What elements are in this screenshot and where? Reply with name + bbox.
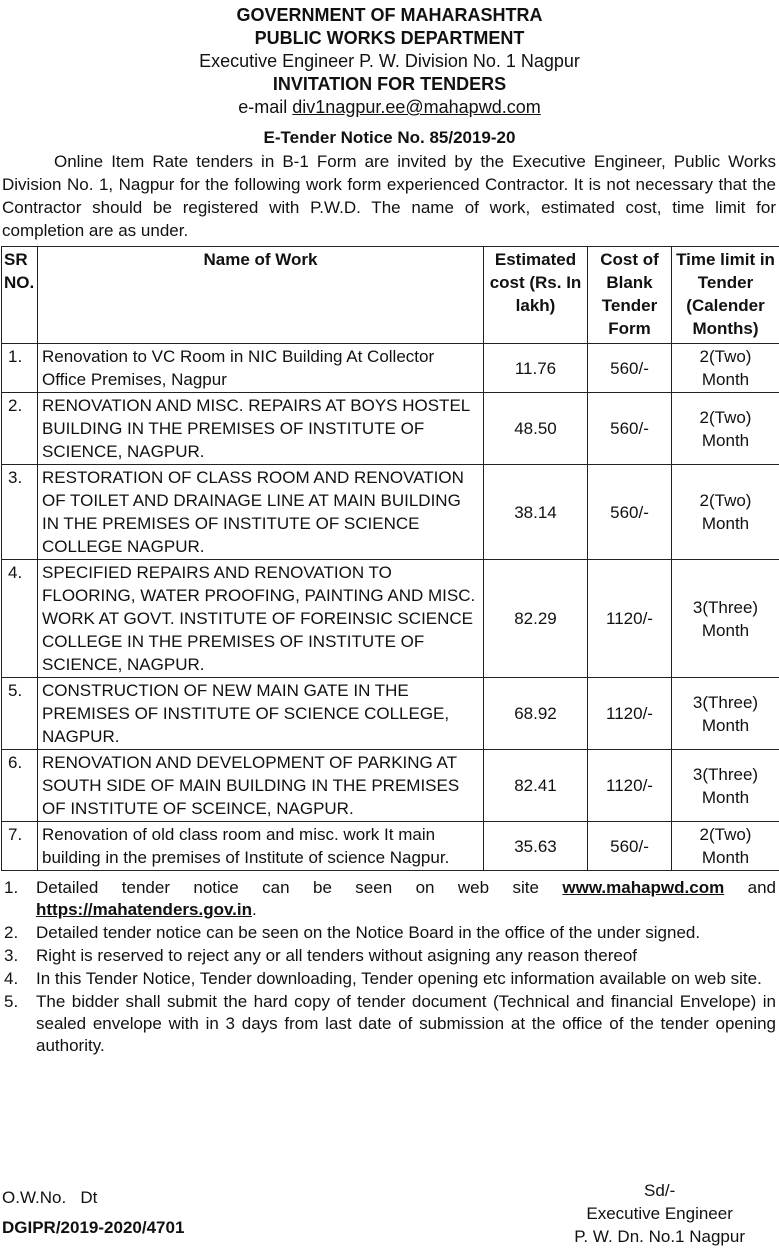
header-sr: SR NO. — [2, 247, 38, 344]
row-sr: 1. — [2, 344, 38, 393]
header-time: Time limit in Tender (Calender Months) — [672, 247, 779, 344]
table-row — [2, 344, 779, 393]
notes-list — [4, 877, 776, 1057]
list-item: 1. Detailed tender notice can be seen on web site www.mahapwd.com and https://mahatenders.gov.in. — [4, 878, 776, 919]
row-name: RESTORATION OF CLASS ROOM AND RENOVATION OF TOILET AND DRAINAGE LINE AT MAIN BUILDING IN THE PREMISES OF INSTITUTE OF SCIENCE COLLEGE NAGPUR. — [38, 465, 484, 560]
row-sr: 2. — [2, 393, 38, 465]
table-row — [2, 822, 779, 871]
signature-block — [574, 1179, 745, 1248]
row-cost: 82.41 — [484, 750, 588, 822]
header-cost: Estimated cost (Rs. In lakh) — [484, 247, 588, 344]
row-form: 1120/- — [588, 560, 672, 678]
table-row — [2, 393, 779, 465]
signed-mark: Sd/- — [644, 1181, 676, 1200]
row-name: RENOVATION AND DEVELOPMENT OF PARKING AT SOUTH SIDE OF MAIN BUILDING IN THE PREMISES OF INSTITUTE OF SCEINCE, NAGPUR. — [38, 750, 484, 822]
list-item: 5. The bidder shall submit the hard copy of tender document (Technical and financial Envelope) in sealed envelope with in 3 days from last date of submission at the office of the tender opening authority. — [4, 992, 776, 1055]
government-title: GOVERNMENT OF MAHARASHTRA — [236, 5, 543, 25]
row-sr: 6. — [2, 750, 38, 822]
intro-paragraph: Online Item Rate tenders in B-1 Form are invited by the Executive Engineer, Public Works Division No. 1, Nagpur for the following work form experienced Contractor. It is not necessary that the Contractor should be registered with P.W.D. The name of work, estimated cost, time limit for completion are as under. — [2, 152, 776, 240]
email-line — [0, 96, 779, 119]
row-time: 3(Three) Month — [672, 678, 779, 750]
row-time: 2(Two) Month — [672, 344, 779, 393]
row-time: 2(Two) Month — [672, 393, 779, 465]
row-sr: 4. — [2, 560, 38, 678]
note-text: Detailed tender notice can be seen on web site — [36, 878, 563, 897]
dgipr-number: DGIPR/2019-2020/4701 — [2, 1218, 185, 1237]
notice-footer — [0, 1181, 779, 1252]
office-title: Executive Engineer P. W. Division No. 1 Nagpur — [199, 51, 580, 71]
email-link[interactable]: div1nagpur.ee@mahapwd.com — [292, 97, 541, 117]
signatory-division: P. W. Dn. No.1 Nagpur — [574, 1227, 745, 1246]
row-cost: 82.29 — [484, 560, 588, 678]
list-item: 3. Right is reserved to reject any or all tenders without asigning any reason thereof — [4, 945, 776, 967]
table-row — [2, 750, 779, 822]
note-text: The bidder shall submit the hard copy of tender document (Technical and financial Envelope) in sealed envelope with in 3 days from last date of submission at the office of the tender opening authority. — [36, 992, 776, 1055]
row-cost: 48.50 — [484, 393, 588, 465]
header-form: Cost of Blank Tender Form — [588, 247, 672, 344]
table-row — [2, 465, 779, 560]
row-name: Renovation to VC Room in NIC Building At Collector Office Premises, Nagpur — [38, 344, 484, 393]
note-text: Right is reserved to reject any or all tenders without asigning any reason thereof — [36, 946, 637, 965]
table-row — [2, 678, 779, 750]
notice-number: E-Tender Notice No. 85/2019-20 — [263, 128, 516, 147]
table-row — [2, 560, 779, 678]
signatory-designation: Executive Engineer — [586, 1204, 733, 1223]
row-name: RENOVATION AND MISC. REPAIRS AT BOYS HOSTEL BUILDING IN THE PREMISES OF INSTITUTE OF SCIENCE, NAGPUR. — [38, 393, 484, 465]
row-form: 560/- — [588, 344, 672, 393]
list-item: 2. Detailed tender notice can be seen on the Notice Board in the office of the under signed. — [4, 922, 776, 944]
row-cost: 35.63 — [484, 822, 588, 871]
row-form: 1120/- — [588, 750, 672, 822]
works-table — [1, 246, 779, 871]
row-cost: 11.76 — [484, 344, 588, 393]
row-sr: 7. — [2, 822, 38, 871]
row-form: 560/- — [588, 822, 672, 871]
email-prefix: e-mail — [238, 97, 293, 117]
row-name: Renovation of old class room and misc. work It main building in the premises of Institute of science Nagpur. — [38, 822, 484, 871]
row-time: 2(Two) Month — [672, 822, 779, 871]
row-form: 560/- — [588, 393, 672, 465]
row-cost: 68.92 — [484, 678, 588, 750]
list-item: 4. In this Tender Notice, Tender downloading, Tender opening etc information available on web site. — [4, 968, 776, 990]
row-form: 1120/- — [588, 678, 672, 750]
invitation-title: INVITATION FOR TENDERS — [272, 74, 507, 94]
notice-header — [0, 0, 779, 119]
mahapwd-link[interactable]: www.mahapwd.com — [562, 878, 725, 897]
outward-number: O.W.No. Dt — [2, 1188, 98, 1207]
note-text: In this Tender Notice, Tender downloading, Tender opening etc information available on web site. — [36, 969, 762, 988]
table-header-row — [2, 247, 779, 344]
row-time: 3(Three) Month — [672, 750, 779, 822]
row-name: SPECIFIED REPAIRS AND RENOVATION TO FLOORING, WATER PROOFING, PAINTING AND MISC. WORK AT GOVT. INSTITUTE OF FOREINSIC SCIENCE COLLEGE IN THE PREMISES OF INSTITUTE OF SCIENCE, NAGPUR. — [38, 560, 484, 678]
department-title: PUBLIC WORKS DEPARTMENT — [254, 28, 525, 48]
row-name: CONSTRUCTION OF NEW MAIN GATE IN THE PREMISES OF INSTITUTE OF SCIENCE COLLEGE, NAGPUR. — [38, 678, 484, 750]
row-cost: 38.14 — [484, 465, 588, 560]
row-form: 560/- — [588, 465, 672, 560]
row-time: 3(Three) Month — [672, 560, 779, 678]
mahatenders-link[interactable]: https://mahatenders.gov.in — [36, 900, 252, 919]
header-name: Name of Work — [38, 247, 484, 344]
note-text: Detailed tender notice can be seen on the Notice Board in the office of the under signed. — [36, 923, 701, 942]
row-sr: 3. — [2, 465, 38, 560]
row-time: 2(Two) Month — [672, 465, 779, 560]
row-sr: 5. — [2, 678, 38, 750]
